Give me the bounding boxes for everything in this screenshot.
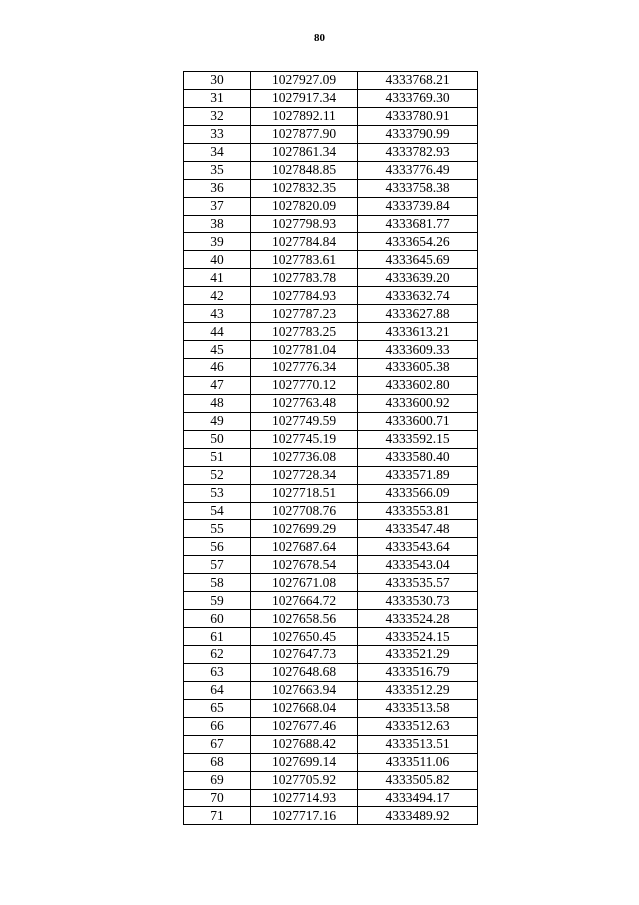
- table-row: [184, 341, 478, 359]
- point-number-cell: 65: [184, 699, 251, 717]
- x-coordinate-cell: 1027917.34: [251, 89, 358, 107]
- point-number-cell: 31: [184, 89, 251, 107]
- y-coordinate-cell: 4333645.69: [358, 251, 478, 269]
- x-coordinate-cell: 1027927.09: [251, 72, 358, 90]
- y-coordinate-cell: 4333524.15: [358, 628, 478, 646]
- y-coordinate-cell: 4333609.33: [358, 341, 478, 359]
- y-coordinate-cell: 4333580.40: [358, 448, 478, 466]
- y-coordinate-cell: 4333639.20: [358, 269, 478, 287]
- y-coordinate-cell: 4333521.29: [358, 646, 478, 664]
- y-coordinate-cell: 4333524.28: [358, 610, 478, 628]
- x-coordinate-cell: 1027770.12: [251, 376, 358, 394]
- x-coordinate-cell: 1027861.34: [251, 143, 358, 161]
- table-row: [184, 771, 478, 789]
- point-number-cell: 69: [184, 771, 251, 789]
- point-number-cell: 48: [184, 394, 251, 412]
- table-row: [184, 376, 478, 394]
- y-coordinate-cell: 4333613.21: [358, 323, 478, 341]
- x-coordinate-cell: 1027848.85: [251, 161, 358, 179]
- y-coordinate-cell: 4333543.04: [358, 556, 478, 574]
- point-number-cell: 42: [184, 287, 251, 305]
- y-coordinate-cell: 4333681.77: [358, 215, 478, 233]
- point-number-cell: 32: [184, 107, 251, 125]
- x-coordinate-cell: 1027783.25: [251, 323, 358, 341]
- y-coordinate-cell: 4333627.88: [358, 305, 478, 323]
- y-coordinate-cell: 4333513.58: [358, 699, 478, 717]
- y-coordinate-cell: 4333553.81: [358, 502, 478, 520]
- x-coordinate-cell: 1027736.08: [251, 448, 358, 466]
- point-number-cell: 43: [184, 305, 251, 323]
- y-coordinate-cell: 4333632.74: [358, 287, 478, 305]
- coordinates-table: [183, 71, 478, 825]
- table-row: [184, 323, 478, 341]
- x-coordinate-cell: 1027776.34: [251, 359, 358, 377]
- y-coordinate-cell: 4333543.64: [358, 538, 478, 556]
- point-number-cell: 47: [184, 376, 251, 394]
- x-coordinate-cell: 1027658.56: [251, 610, 358, 628]
- x-coordinate-cell: 1027648.68: [251, 663, 358, 681]
- y-coordinate-cell: 4333530.73: [358, 592, 478, 610]
- x-coordinate-cell: 1027687.64: [251, 538, 358, 556]
- x-coordinate-cell: 1027892.11: [251, 107, 358, 125]
- y-coordinate-cell: 4333769.30: [358, 89, 478, 107]
- point-number-cell: 71: [184, 807, 251, 825]
- table-row: [184, 646, 478, 664]
- point-number-cell: 67: [184, 735, 251, 753]
- x-coordinate-cell: 1027671.08: [251, 574, 358, 592]
- y-coordinate-cell: 4333513.51: [358, 735, 478, 753]
- y-coordinate-cell: 4333780.91: [358, 107, 478, 125]
- table-row: [184, 179, 478, 197]
- table-row: [184, 125, 478, 143]
- x-coordinate-cell: 1027877.90: [251, 125, 358, 143]
- x-coordinate-cell: 1027708.76: [251, 502, 358, 520]
- x-coordinate-cell: 1027718.51: [251, 484, 358, 502]
- point-number-cell: 39: [184, 233, 251, 251]
- point-number-cell: 37: [184, 197, 251, 215]
- y-coordinate-cell: 4333489.92: [358, 807, 478, 825]
- y-coordinate-cell: 4333790.99: [358, 125, 478, 143]
- coordinates-table-body: [184, 72, 478, 825]
- y-coordinate-cell: 4333592.15: [358, 430, 478, 448]
- y-coordinate-cell: 4333511.06: [358, 753, 478, 771]
- x-coordinate-cell: 1027663.94: [251, 681, 358, 699]
- table-row: [184, 556, 478, 574]
- table-row: [184, 72, 478, 90]
- table-row: [184, 143, 478, 161]
- table-row: [184, 699, 478, 717]
- y-coordinate-cell: 4333505.82: [358, 771, 478, 789]
- table-row: [184, 466, 478, 484]
- y-coordinate-cell: 4333605.38: [358, 359, 478, 377]
- x-coordinate-cell: 1027714.93: [251, 789, 358, 807]
- y-coordinate-cell: 4333782.93: [358, 143, 478, 161]
- table-row: [184, 287, 478, 305]
- point-number-cell: 59: [184, 592, 251, 610]
- x-coordinate-cell: 1027650.45: [251, 628, 358, 646]
- point-number-cell: 54: [184, 502, 251, 520]
- y-coordinate-cell: 4333739.84: [358, 197, 478, 215]
- table-row: [184, 161, 478, 179]
- x-coordinate-cell: 1027717.16: [251, 807, 358, 825]
- table-row: [184, 448, 478, 466]
- x-coordinate-cell: 1027749.59: [251, 412, 358, 430]
- y-coordinate-cell: 4333654.26: [358, 233, 478, 251]
- table-row: [184, 753, 478, 771]
- x-coordinate-cell: 1027668.04: [251, 699, 358, 717]
- x-coordinate-cell: 1027664.72: [251, 592, 358, 610]
- table-row: [184, 107, 478, 125]
- x-coordinate-cell: 1027647.73: [251, 646, 358, 664]
- point-number-cell: 60: [184, 610, 251, 628]
- point-number-cell: 56: [184, 538, 251, 556]
- x-coordinate-cell: 1027820.09: [251, 197, 358, 215]
- point-number-cell: 68: [184, 753, 251, 771]
- y-coordinate-cell: 4333535.57: [358, 574, 478, 592]
- x-coordinate-cell: 1027705.92: [251, 771, 358, 789]
- x-coordinate-cell: 1027783.78: [251, 269, 358, 287]
- table-row: [184, 681, 478, 699]
- point-number-cell: 36: [184, 179, 251, 197]
- x-coordinate-cell: 1027784.84: [251, 233, 358, 251]
- point-number-cell: 62: [184, 646, 251, 664]
- point-number-cell: 45: [184, 341, 251, 359]
- point-number-cell: 41: [184, 269, 251, 287]
- table-row: [184, 197, 478, 215]
- table-row: [184, 502, 478, 520]
- table-row: [184, 215, 478, 233]
- y-coordinate-cell: 4333512.63: [358, 717, 478, 735]
- point-number-cell: 57: [184, 556, 251, 574]
- y-coordinate-cell: 4333571.89: [358, 466, 478, 484]
- x-coordinate-cell: 1027728.34: [251, 466, 358, 484]
- y-coordinate-cell: 4333602.80: [358, 376, 478, 394]
- x-coordinate-cell: 1027678.54: [251, 556, 358, 574]
- y-coordinate-cell: 4333758.38: [358, 179, 478, 197]
- x-coordinate-cell: 1027832.35: [251, 179, 358, 197]
- x-coordinate-cell: 1027763.48: [251, 394, 358, 412]
- point-number-cell: 40: [184, 251, 251, 269]
- table-row: [184, 394, 478, 412]
- point-number-cell: 58: [184, 574, 251, 592]
- table-row: [184, 520, 478, 538]
- x-coordinate-cell: 1027699.29: [251, 520, 358, 538]
- x-coordinate-cell: 1027745.19: [251, 430, 358, 448]
- y-coordinate-cell: 4333776.49: [358, 161, 478, 179]
- point-number-cell: 44: [184, 323, 251, 341]
- x-coordinate-cell: 1027783.61: [251, 251, 358, 269]
- table-row: [184, 251, 478, 269]
- table-row: [184, 610, 478, 628]
- y-coordinate-cell: 4333600.71: [358, 412, 478, 430]
- point-number-cell: 38: [184, 215, 251, 233]
- table-row: [184, 359, 478, 377]
- point-number-cell: 51: [184, 448, 251, 466]
- table-row: [184, 484, 478, 502]
- point-number-cell: 49: [184, 412, 251, 430]
- point-number-cell: 52: [184, 466, 251, 484]
- point-number-cell: 33: [184, 125, 251, 143]
- point-number-cell: 61: [184, 628, 251, 646]
- table-row: [184, 538, 478, 556]
- x-coordinate-cell: 1027781.04: [251, 341, 358, 359]
- table-row: [184, 807, 478, 825]
- y-coordinate-cell: 4333512.29: [358, 681, 478, 699]
- y-coordinate-cell: 4333600.92: [358, 394, 478, 412]
- table-row: [184, 592, 478, 610]
- table-row: [184, 789, 478, 807]
- table-row: [184, 717, 478, 735]
- point-number-cell: 50: [184, 430, 251, 448]
- table-row: [184, 269, 478, 287]
- point-number-cell: 34: [184, 143, 251, 161]
- point-number-cell: 46: [184, 359, 251, 377]
- y-coordinate-cell: 4333516.79: [358, 663, 478, 681]
- point-number-cell: 66: [184, 717, 251, 735]
- point-number-cell: 63: [184, 663, 251, 681]
- x-coordinate-cell: 1027798.93: [251, 215, 358, 233]
- y-coordinate-cell: 4333494.17: [358, 789, 478, 807]
- table-row: [184, 305, 478, 323]
- page-number: 80: [314, 32, 325, 44]
- table-row: [184, 412, 478, 430]
- x-coordinate-cell: 1027677.46: [251, 717, 358, 735]
- table-row: [184, 430, 478, 448]
- y-coordinate-cell: 4333768.21: [358, 72, 478, 90]
- table-row: [184, 89, 478, 107]
- y-coordinate-cell: 4333566.09: [358, 484, 478, 502]
- point-number-cell: 35: [184, 161, 251, 179]
- x-coordinate-cell: 1027699.14: [251, 753, 358, 771]
- y-coordinate-cell: 4333547.48: [358, 520, 478, 538]
- table-row: [184, 574, 478, 592]
- x-coordinate-cell: 1027784.93: [251, 287, 358, 305]
- point-number-cell: 64: [184, 681, 251, 699]
- point-number-cell: 53: [184, 484, 251, 502]
- point-number-cell: 70: [184, 789, 251, 807]
- x-coordinate-cell: 1027787.23: [251, 305, 358, 323]
- point-number-cell: 30: [184, 72, 251, 90]
- x-coordinate-cell: 1027688.42: [251, 735, 358, 753]
- table-row: [184, 628, 478, 646]
- point-number-cell: 55: [184, 520, 251, 538]
- table-row: [184, 735, 478, 753]
- table-row: [184, 663, 478, 681]
- table-row: [184, 233, 478, 251]
